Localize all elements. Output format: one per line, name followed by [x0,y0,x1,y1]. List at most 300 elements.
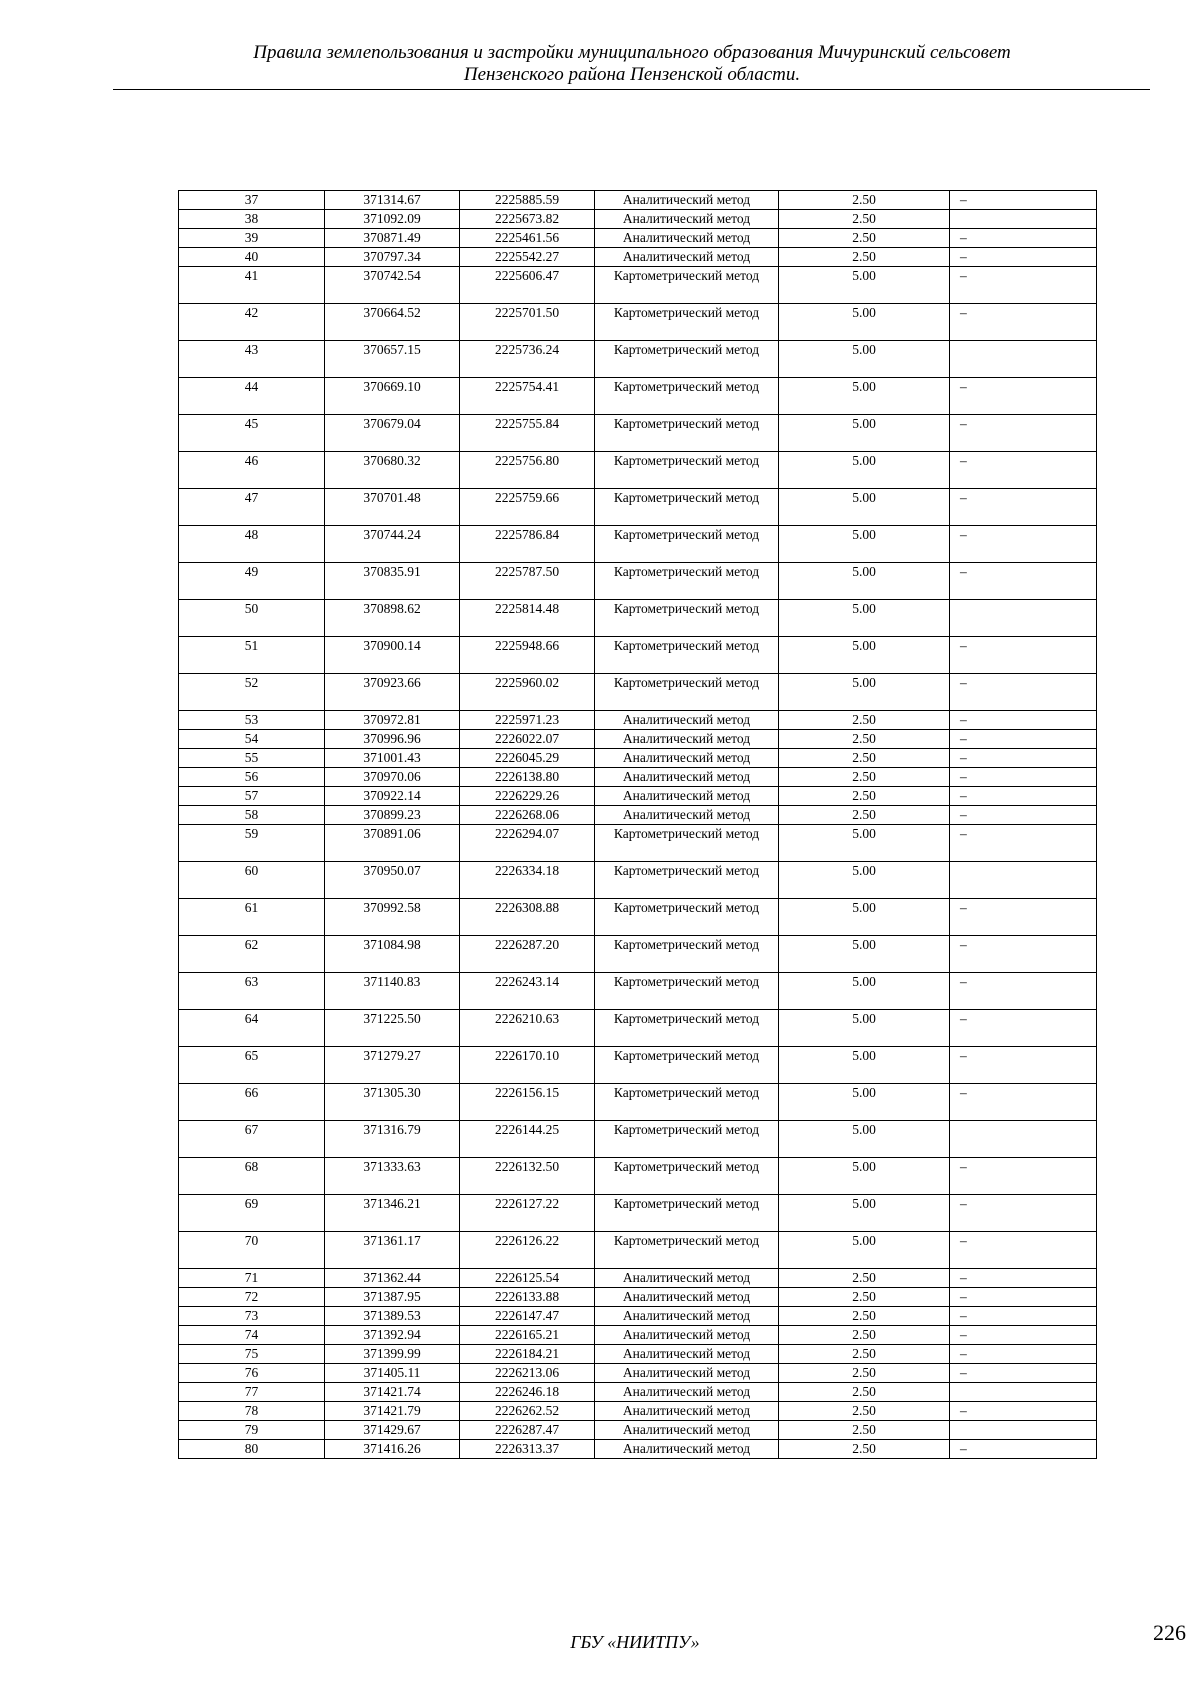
point-number-cell: 37 [179,191,325,210]
method-cell: Картометрический метод [595,452,779,489]
header-line-2: Пензенского района Пензенской области. [463,64,801,85]
note-cell: – [950,1326,1097,1345]
accuracy-cell: 5.00 [779,415,950,452]
point-number-cell: 73 [179,1307,325,1326]
table-row [179,973,1097,1010]
accuracy-cell: 5.00 [779,1232,950,1269]
table-row [179,378,1097,415]
x-coordinate-cell: 371405.11 [325,1364,460,1383]
point-number-cell: 68 [179,1158,325,1195]
x-coordinate-cell: 370992.58 [325,899,460,936]
method-cell: Аналитический метод [595,749,779,768]
note-cell: – [950,1307,1097,1326]
table-row [179,304,1097,341]
method-cell: Аналитический метод [595,1288,779,1307]
table-row [179,899,1097,936]
y-coordinate-cell: 2225960.02 [460,674,595,711]
y-coordinate-cell: 2225754.41 [460,378,595,415]
y-coordinate-cell: 2226138.80 [460,768,595,787]
note-cell: – [950,637,1097,674]
accuracy-cell: 5.00 [779,563,950,600]
note-cell [950,600,1097,637]
accuracy-cell: 2.50 [779,1326,950,1345]
method-cell: Картометрический метод [595,674,779,711]
x-coordinate-cell: 370972.81 [325,711,460,730]
method-cell: Аналитический метод [595,1440,779,1459]
x-coordinate-cell: 371140.83 [325,973,460,1010]
y-coordinate-cell: 2226156.15 [460,1084,595,1121]
table-row [179,415,1097,452]
accuracy-cell: 5.00 [779,267,950,304]
method-cell: Аналитический метод [595,1326,779,1345]
method-cell: Аналитический метод [595,1364,779,1383]
y-coordinate-cell: 2226246.18 [460,1383,595,1402]
note-cell: – [950,730,1097,749]
table-row [179,637,1097,674]
note-cell: – [950,1440,1097,1459]
header-line-1: Правила землепользования и застройки муниципального образования Мичуринский сельсовет [253,42,1011,63]
y-coordinate-cell: 2226126.22 [460,1232,595,1269]
note-cell: – [950,1232,1097,1269]
accuracy-cell: 5.00 [779,1121,950,1158]
x-coordinate-cell: 371421.79 [325,1402,460,1421]
point-number-cell: 49 [179,563,325,600]
method-cell: Картометрический метод [595,304,779,341]
y-coordinate-cell: 2226165.21 [460,1326,595,1345]
note-cell: – [950,806,1097,825]
x-coordinate-cell: 371421.74 [325,1383,460,1402]
accuracy-cell: 2.50 [779,1364,950,1383]
accuracy-cell: 2.50 [779,1402,950,1421]
y-coordinate-cell: 2226243.14 [460,973,595,1010]
table-row [179,1010,1097,1047]
table-row [179,1421,1097,1440]
x-coordinate-cell: 370744.24 [325,526,460,563]
accuracy-cell: 5.00 [779,862,950,899]
x-coordinate-cell: 371387.95 [325,1288,460,1307]
point-number-cell: 78 [179,1402,325,1421]
point-number-cell: 55 [179,749,325,768]
method-cell: Аналитический метод [595,1307,779,1326]
method-cell: Аналитический метод [595,191,779,210]
method-cell: Картометрический метод [595,1084,779,1121]
note-cell: – [950,489,1097,526]
point-number-cell: 62 [179,936,325,973]
y-coordinate-cell: 2226308.88 [460,899,595,936]
table-row [179,1345,1097,1364]
point-number-cell: 40 [179,248,325,267]
x-coordinate-cell: 370891.06 [325,825,460,862]
table-row [179,1047,1097,1084]
accuracy-cell: 2.50 [779,191,950,210]
note-cell: – [950,936,1097,973]
table-row [179,1364,1097,1383]
method-cell: Картометрический метод [595,563,779,600]
point-number-cell: 70 [179,1232,325,1269]
y-coordinate-cell: 2226262.52 [460,1402,595,1421]
point-number-cell: 76 [179,1364,325,1383]
point-number-cell: 45 [179,415,325,452]
point-number-cell: 46 [179,452,325,489]
method-cell: Аналитический метод [595,248,779,267]
y-coordinate-cell: 2225759.66 [460,489,595,526]
note-cell: – [950,229,1097,248]
note-cell: – [950,1158,1097,1195]
note-cell: – [950,1402,1097,1421]
y-coordinate-cell: 2225814.48 [460,600,595,637]
accuracy-cell: 2.50 [779,1383,950,1402]
x-coordinate-cell: 371392.94 [325,1326,460,1345]
point-number-cell: 38 [179,210,325,229]
point-number-cell: 65 [179,1047,325,1084]
method-cell: Картометрический метод [595,1232,779,1269]
x-coordinate-cell: 370996.96 [325,730,460,749]
point-number-cell: 69 [179,1195,325,1232]
y-coordinate-cell: 2226125.54 [460,1269,595,1288]
point-number-cell: 72 [179,1288,325,1307]
table-row [179,191,1097,210]
method-cell: Картометрический метод [595,973,779,1010]
method-cell: Аналитический метод [595,210,779,229]
note-cell: – [950,1010,1097,1047]
table-row [179,1440,1097,1459]
method-cell: Аналитический метод [595,711,779,730]
x-coordinate-cell: 371084.98 [325,936,460,973]
note-cell: – [950,674,1097,711]
table-row [179,210,1097,229]
x-coordinate-cell: 371092.09 [325,210,460,229]
accuracy-cell: 2.50 [779,210,950,229]
table-row [179,768,1097,787]
accuracy-cell: 2.50 [779,749,950,768]
note-cell: – [950,825,1097,862]
point-number-cell: 39 [179,229,325,248]
y-coordinate-cell: 2225755.84 [460,415,595,452]
method-cell: Аналитический метод [595,1269,779,1288]
note-cell: – [950,1269,1097,1288]
point-number-cell: 56 [179,768,325,787]
point-number-cell: 48 [179,526,325,563]
table-row [179,563,1097,600]
point-number-cell: 80 [179,1440,325,1459]
table-row [179,489,1097,526]
x-coordinate-cell: 371416.26 [325,1440,460,1459]
x-coordinate-cell: 370922.14 [325,787,460,806]
y-coordinate-cell: 2225787.50 [460,563,595,600]
note-cell [950,341,1097,378]
note-cell: – [950,267,1097,304]
y-coordinate-cell: 2226313.37 [460,1440,595,1459]
x-coordinate-cell: 370871.49 [325,229,460,248]
note-cell: – [950,1364,1097,1383]
method-cell: Картометрический метод [595,600,779,637]
x-coordinate-cell: 370669.10 [325,378,460,415]
table-row [179,526,1097,563]
x-coordinate-cell: 370835.91 [325,563,460,600]
table-row [179,1383,1097,1402]
method-cell: Аналитический метод [595,806,779,825]
x-coordinate-cell: 371001.43 [325,749,460,768]
y-coordinate-cell: 2226170.10 [460,1047,595,1084]
point-number-cell: 60 [179,862,325,899]
method-cell: Картометрический метод [595,1195,779,1232]
method-cell: Картометрический метод [595,637,779,674]
accuracy-cell: 2.50 [779,1421,950,1440]
accuracy-cell: 2.50 [779,1345,950,1364]
y-coordinate-cell: 2226294.07 [460,825,595,862]
accuracy-cell: 5.00 [779,452,950,489]
x-coordinate-cell: 370701.48 [325,489,460,526]
point-number-cell: 47 [179,489,325,526]
method-cell: Аналитический метод [595,1345,779,1364]
method-cell: Картометрический метод [595,415,779,452]
accuracy-cell: 2.50 [779,1269,950,1288]
table-row [179,341,1097,378]
y-coordinate-cell: 2225885.59 [460,191,595,210]
coordinates-table [178,190,1097,1459]
note-cell: – [950,973,1097,1010]
accuracy-cell: 2.50 [779,1307,950,1326]
accuracy-cell: 5.00 [779,489,950,526]
accuracy-cell: 5.00 [779,825,950,862]
point-number-cell: 52 [179,674,325,711]
note-cell: – [950,304,1097,341]
accuracy-cell: 5.00 [779,1047,950,1084]
method-cell: Аналитический метод [595,787,779,806]
method-cell: Аналитический метод [595,768,779,787]
point-number-cell: 64 [179,1010,325,1047]
accuracy-cell: 2.50 [779,711,950,730]
y-coordinate-cell: 2226287.47 [460,1421,595,1440]
accuracy-cell: 2.50 [779,806,950,825]
point-number-cell: 79 [179,1421,325,1440]
x-coordinate-cell: 370970.06 [325,768,460,787]
table-row [179,749,1097,768]
x-coordinate-cell: 370899.23 [325,806,460,825]
y-coordinate-cell: 2225971.23 [460,711,595,730]
accuracy-cell: 5.00 [779,378,950,415]
table-row [179,229,1097,248]
point-number-cell: 63 [179,973,325,1010]
accuracy-cell: 5.00 [779,674,950,711]
accuracy-cell: 5.00 [779,600,950,637]
table-row [179,267,1097,304]
table-row [179,1084,1097,1121]
note-cell: – [950,378,1097,415]
x-coordinate-cell: 370950.07 [325,862,460,899]
x-coordinate-cell: 370797.34 [325,248,460,267]
y-coordinate-cell: 2226147.47 [460,1307,595,1326]
accuracy-cell: 5.00 [779,1158,950,1195]
y-coordinate-cell: 2225461.56 [460,229,595,248]
y-coordinate-cell: 2225606.47 [460,267,595,304]
point-number-cell: 59 [179,825,325,862]
point-number-cell: 50 [179,600,325,637]
accuracy-cell: 2.50 [779,1288,950,1307]
table-row [179,1307,1097,1326]
table-row [179,248,1097,267]
y-coordinate-cell: 2226287.20 [460,936,595,973]
y-coordinate-cell: 2225786.84 [460,526,595,563]
point-number-cell: 66 [179,1084,325,1121]
method-cell: Картометрический метод [595,526,779,563]
method-cell: Картометрический метод [595,936,779,973]
table-row [179,1269,1097,1288]
y-coordinate-cell: 2225673.82 [460,210,595,229]
x-coordinate-cell: 371362.44 [325,1269,460,1288]
table-row [179,600,1097,637]
note-cell: – [950,1084,1097,1121]
method-cell: Картометрический метод [595,862,779,899]
header-divider [113,89,1150,90]
note-cell: – [950,563,1097,600]
document-header [112,42,1152,86]
y-coordinate-cell: 2225736.24 [460,341,595,378]
y-coordinate-cell: 2226268.06 [460,806,595,825]
y-coordinate-cell: 2225948.66 [460,637,595,674]
y-coordinate-cell: 2226132.50 [460,1158,595,1195]
note-cell: – [950,749,1097,768]
method-cell: Картометрический метод [595,825,779,862]
y-coordinate-cell: 2226213.06 [460,1364,595,1383]
accuracy-cell: 5.00 [779,1084,950,1121]
x-coordinate-cell: 370923.66 [325,674,460,711]
accuracy-cell: 5.00 [779,899,950,936]
point-number-cell: 74 [179,1326,325,1345]
method-cell: Аналитический метод [595,229,779,248]
x-coordinate-cell: 371314.67 [325,191,460,210]
method-cell: Аналитический метод [595,730,779,749]
page-number: 226 [1153,1620,1186,1645]
note-cell: – [950,1047,1097,1084]
accuracy-cell: 5.00 [779,341,950,378]
accuracy-cell: 2.50 [779,730,950,749]
point-number-cell: 53 [179,711,325,730]
note-cell: – [950,1195,1097,1232]
method-cell: Аналитический метод [595,1383,779,1402]
note-cell: – [950,415,1097,452]
coordinates-table-body [179,191,1097,1459]
accuracy-cell: 2.50 [779,1440,950,1459]
note-cell [950,862,1097,899]
note-cell: – [950,452,1097,489]
accuracy-cell: 2.50 [779,787,950,806]
method-cell: Картометрический метод [595,489,779,526]
point-number-cell: 71 [179,1269,325,1288]
x-coordinate-cell: 371333.63 [325,1158,460,1195]
point-number-cell: 67 [179,1121,325,1158]
note-cell [950,1421,1097,1440]
table-row [179,936,1097,973]
point-number-cell: 61 [179,899,325,936]
x-coordinate-cell: 370664.52 [325,304,460,341]
note-cell: – [950,1288,1097,1307]
table-row [179,1402,1097,1421]
point-number-cell: 41 [179,267,325,304]
y-coordinate-cell: 2226184.21 [460,1345,595,1364]
point-number-cell: 75 [179,1345,325,1364]
note-cell [950,210,1097,229]
note-cell: – [950,787,1097,806]
table-row [179,862,1097,899]
table-row [179,1195,1097,1232]
y-coordinate-cell: 2226210.63 [460,1010,595,1047]
x-coordinate-cell: 371346.21 [325,1195,460,1232]
method-cell: Аналитический метод [595,1402,779,1421]
x-coordinate-cell: 371225.50 [325,1010,460,1047]
point-number-cell: 43 [179,341,325,378]
note-cell: – [950,768,1097,787]
method-cell: Картометрический метод [595,1010,779,1047]
x-coordinate-cell: 371399.99 [325,1345,460,1364]
table-row [179,825,1097,862]
y-coordinate-cell: 2226334.18 [460,862,595,899]
method-cell: Картометрический метод [595,1158,779,1195]
y-coordinate-cell: 2226133.88 [460,1288,595,1307]
accuracy-cell: 5.00 [779,1010,950,1047]
table-row [179,787,1097,806]
table-row [179,1158,1097,1195]
point-number-cell: 54 [179,730,325,749]
point-number-cell: 57 [179,787,325,806]
method-cell: Картометрический метод [595,267,779,304]
x-coordinate-cell: 370898.62 [325,600,460,637]
y-coordinate-cell: 2226144.25 [460,1121,595,1158]
note-cell: – [950,1345,1097,1364]
accuracy-cell: 5.00 [779,304,950,341]
y-coordinate-cell: 2225701.50 [460,304,595,341]
table-row [179,452,1097,489]
table-row [179,1232,1097,1269]
method-cell: Картометрический метод [595,1047,779,1084]
method-cell: Картометрический метод [595,378,779,415]
point-number-cell: 77 [179,1383,325,1402]
x-coordinate-cell: 371361.17 [325,1232,460,1269]
accuracy-cell: 2.50 [779,768,950,787]
x-coordinate-cell: 371279.27 [325,1047,460,1084]
x-coordinate-cell: 370657.15 [325,341,460,378]
accuracy-cell: 5.00 [779,973,950,1010]
x-coordinate-cell: 370900.14 [325,637,460,674]
method-cell: Картометрический метод [595,341,779,378]
accuracy-cell: 2.50 [779,248,950,267]
note-cell [950,1383,1097,1402]
method-cell: Картометрический метод [595,1121,779,1158]
y-coordinate-cell: 2226045.29 [460,749,595,768]
accuracy-cell: 5.00 [779,936,950,973]
method-cell: Картометрический метод [595,899,779,936]
note-cell: – [950,899,1097,936]
accuracy-cell: 2.50 [779,229,950,248]
point-number-cell: 51 [179,637,325,674]
y-coordinate-cell: 2226229.26 [460,787,595,806]
point-number-cell: 44 [179,378,325,415]
method-cell: Аналитический метод [595,1421,779,1440]
x-coordinate-cell: 371429.67 [325,1421,460,1440]
y-coordinate-cell: 2225542.27 [460,248,595,267]
x-coordinate-cell: 370742.54 [325,267,460,304]
y-coordinate-cell: 2226127.22 [460,1195,595,1232]
footer-organization: ГБУ «НИИТПУ» [570,1632,700,1652]
y-coordinate-cell: 2225756.80 [460,452,595,489]
accuracy-cell: 5.00 [779,526,950,563]
point-number-cell: 58 [179,806,325,825]
x-coordinate-cell: 371316.79 [325,1121,460,1158]
note-cell: – [950,526,1097,563]
table-row [179,730,1097,749]
x-coordinate-cell: 370680.32 [325,452,460,489]
x-coordinate-cell: 371389.53 [325,1307,460,1326]
